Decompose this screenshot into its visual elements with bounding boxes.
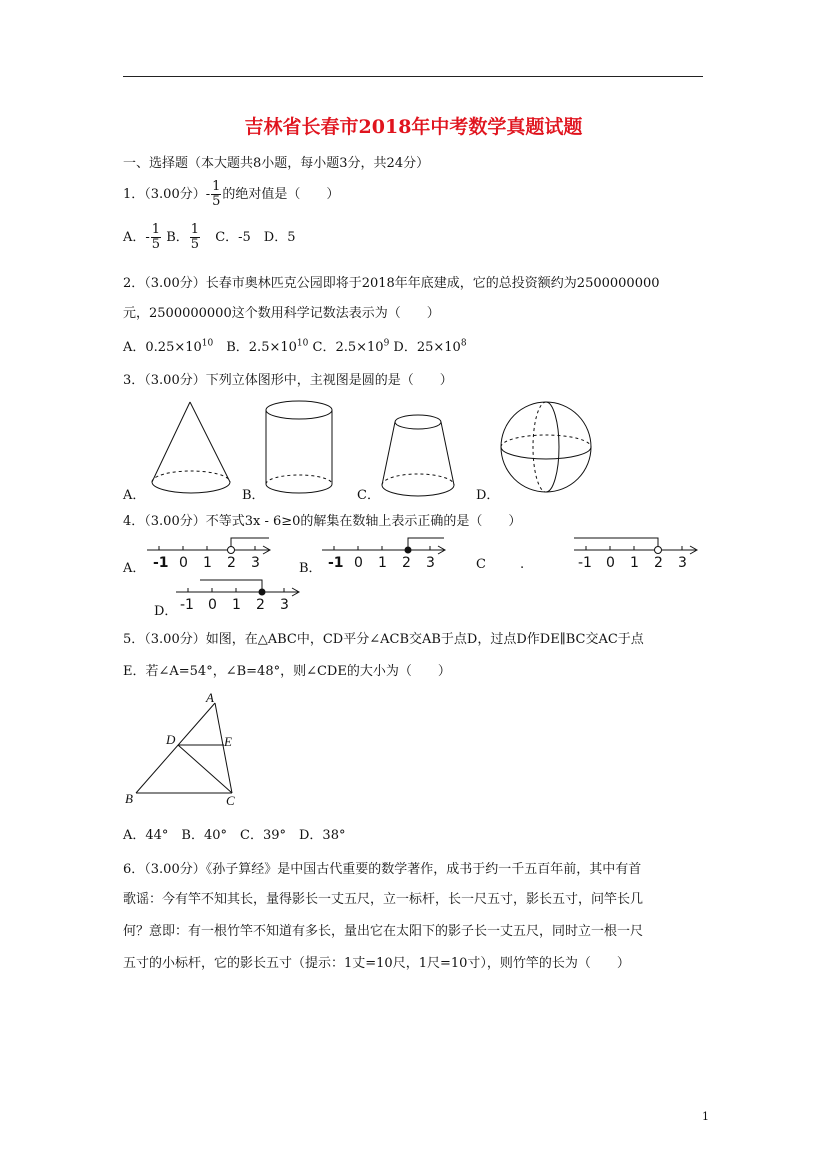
q2-line2: 元，2500000000这个数用科学记数法表示为（ ） bbox=[123, 306, 440, 321]
sphere-figure bbox=[498, 400, 598, 500]
q1-option-b-fraction: $\frac{1}{5}$ bbox=[190, 222, 200, 252]
q6-line2: 歌谣：今有竿不知其长，量得影长一丈五尺，立一标杆，长一尺五寸，影长五寸，问竿长几 bbox=[123, 892, 644, 907]
tick-label: 3 bbox=[251, 555, 260, 571]
tick-label: 2 bbox=[227, 555, 236, 571]
page-number: 1 bbox=[702, 1110, 709, 1123]
point-label-a: A bbox=[206, 690, 214, 705]
q3-label-c: C． bbox=[357, 488, 380, 503]
number-line-b bbox=[320, 536, 450, 572]
tick-label: 0 bbox=[179, 555, 188, 571]
q5-options: A．44° B．40° C．39° D．38° bbox=[123, 828, 346, 843]
header-rule bbox=[123, 76, 703, 77]
q4-label-a: A． bbox=[123, 561, 146, 576]
point-label-e: E bbox=[224, 734, 232, 749]
number-line-d bbox=[174, 578, 304, 614]
q1-option-a-fraction: $\frac{1}{5}$ bbox=[151, 222, 161, 252]
triangle-figure bbox=[120, 688, 250, 813]
q6-line1: 6．（3.00分）《孙子算经》是中国古代重要的数学著作，成书于约一千五百年前，其中有首 bbox=[123, 862, 642, 877]
frustum-figure bbox=[378, 412, 468, 502]
number-line-c bbox=[572, 536, 702, 572]
tick-label: 3 bbox=[280, 597, 289, 613]
q1-fraction: $\frac{1}{5}$ bbox=[212, 179, 221, 209]
point-label-b: B bbox=[125, 791, 133, 806]
q6-line3: 何？意即：有一根竹竿不知道有多长，量出它在太阳下的影子长一丈五尺，同时立一根一尺 bbox=[123, 924, 644, 939]
question-1 bbox=[123, 180, 339, 209]
cone-figure bbox=[148, 400, 238, 495]
q5-line1: 5．（3.00分）如图，在△ABC中，CD平分∠ACB交AB于点D，过点D作DE∥BC交AC于点 bbox=[123, 632, 644, 647]
q3-label-d: D． bbox=[476, 488, 500, 503]
tick-label: 1 bbox=[203, 555, 212, 571]
tick-label: 2 bbox=[402, 555, 411, 571]
tick-label: 0 bbox=[354, 555, 363, 571]
section-heading: 一、选择题（本大题共8小题，每小题3分，共24分） bbox=[123, 156, 430, 171]
tick-label: 0 bbox=[606, 555, 615, 571]
number-line-a bbox=[145, 536, 275, 572]
tick-label: -1 bbox=[328, 555, 344, 571]
tick-label: 2 bbox=[256, 597, 265, 613]
q3-label-b: B． bbox=[242, 488, 265, 503]
tick-label: 3 bbox=[678, 555, 687, 571]
q3-stem: 3．（3.00分）下列立体图形中，主视图是圆的是（ ） bbox=[123, 373, 453, 388]
cylinder-figure bbox=[262, 400, 342, 500]
q2-options: A．$0.25\times 10^{10}$ B．$2.5\times 10^{10}$ C．$2.5\times 10^9$ D．$25\times 10^8$ bbox=[123, 338, 467, 355]
q3-label-a: A． bbox=[123, 488, 146, 503]
q6-line4: 五寸的小标杆，它的影长五寸（提示：1丈=10尺，1尺=10寸），则竹竿的长为（ ） bbox=[123, 956, 630, 971]
q4-label-c: C bbox=[476, 557, 486, 572]
q4-label-b: B． bbox=[299, 561, 322, 576]
q1-stem-pre: 1．（3.00分）- bbox=[123, 187, 211, 202]
tick-label: -1 bbox=[153, 555, 169, 571]
point-label-c: C bbox=[226, 793, 235, 808]
q1-option-a: A．- bbox=[123, 230, 150, 245]
tick-label: 1 bbox=[378, 555, 387, 571]
q2-line1: 2．（3.00分）长春市奥林匹克公园即将于2018年年底建成，它的总投资额约为2500000000 bbox=[123, 276, 660, 291]
tick-label: -1 bbox=[180, 597, 194, 613]
q4-label-d: D． bbox=[154, 604, 178, 619]
tick-label: 1 bbox=[630, 555, 639, 571]
q1-option-cd: C．-5 D．5 bbox=[215, 230, 296, 245]
tick-label: 1 bbox=[232, 597, 241, 613]
tick-label: 0 bbox=[208, 597, 217, 613]
q1-options bbox=[123, 223, 296, 252]
tick-label: -1 bbox=[578, 555, 592, 571]
q1-option-b: B． bbox=[166, 230, 189, 245]
q1-stem-post: 的绝对值是（ ） bbox=[222, 187, 340, 202]
q5-line2: E．若∠A=54°，∠B=48°，则∠CDE的大小为（ ） bbox=[123, 664, 451, 679]
page-title: 吉林省长春市2018年中考数学真题试题 bbox=[244, 116, 583, 138]
q4-label-c-dot: . bbox=[520, 557, 525, 572]
tick-label: 2 bbox=[654, 555, 663, 571]
point-label-d: D bbox=[166, 732, 176, 747]
q4-stem: 4．（3.00分）不等式3x - 6≥0的解集在数轴上表示正确的是（ ） bbox=[123, 514, 522, 529]
tick-label: 3 bbox=[426, 555, 435, 571]
